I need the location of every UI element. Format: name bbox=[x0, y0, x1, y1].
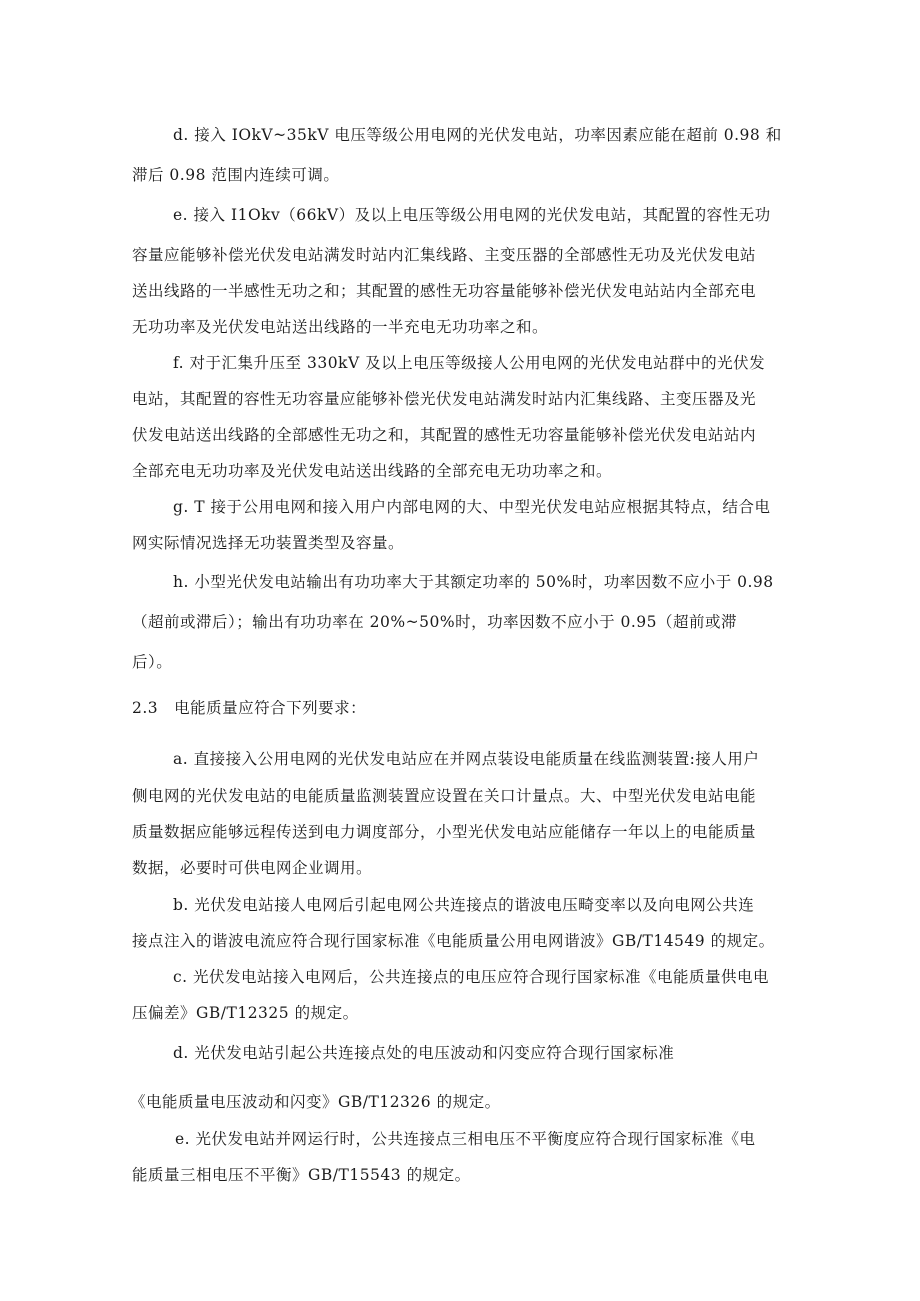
text-line: 送出线路的一半感性无功之和；其配置的感性无功容量能够补偿光伏发电站站内全部充电 bbox=[132, 282, 757, 300]
text-line: （超前或滞后）；输出有功功率在 20%~50%时，功率因数不应小于 0.95（超前或滞 bbox=[132, 613, 738, 631]
text-line: d. 光伏发电站引起公共连接点处的电压波动和闪变应符合现行国家标准 bbox=[173, 1044, 675, 1062]
text-line: 滞后 0.98 范围内连续可调。 bbox=[132, 166, 340, 184]
text-line: 《电能质量电压波动和闪变》GB/T12326 的规定。 bbox=[130, 1093, 501, 1111]
text-line: 能质量三相电压不平衡》GB/T15543 的规定。 bbox=[132, 1166, 471, 1184]
text-line: 网实际情况选择无功装置类型及容量。 bbox=[132, 534, 405, 552]
text-line: 质量数据应能够远程传送到电力调度部分，小型光伏发电站应能储存一年以上的电能质量 bbox=[132, 823, 757, 841]
text-line: 后）。 bbox=[132, 653, 173, 671]
text-line: 伏发电站送出线路的全部感性无功之和，其配置的感性无功容量能够补偿光伏发电站站内 bbox=[132, 426, 757, 444]
text-line: 数据，必要时可供电网企业调用。 bbox=[132, 859, 373, 877]
text-line: f. 对于汇集升压至 330kV 及以上电压等级接人公用电网的光伏发电站群中的光伏发 bbox=[173, 354, 766, 372]
text-line: 侧电网的光伏发电站的电能质量监测装置应设置在关口计量点。大、中型光伏发电站电能 bbox=[132, 787, 757, 805]
text-line: g. T 接于公用电网和接入用户内部电网的大、中型光伏发电站应根据其特点，结合电 bbox=[173, 498, 771, 516]
text-line: e. 接入 I1Okv（66kV）及以上电压等级公用电网的光伏发电站，其配置的容性无功 bbox=[173, 206, 771, 224]
text-line: 接点注入的谐波电流应符合现行国家标准《电能质量公用电网谐波》GB/T14549 的规定。 bbox=[132, 932, 775, 950]
section-heading: 2.3 电能质量应符合下列要求： bbox=[132, 699, 367, 717]
text-line: h. 小型光伏发电站输出有功功率大于其额定功率的 50%时，功率因数不应小于 0.98 bbox=[173, 573, 774, 591]
text-line: 全部充电无功功率及光伏发电站送出线路的全部充电无功功率之和。 bbox=[132, 462, 613, 480]
text-line: 电站，其配置的容性无功容量应能够补偿光伏发电站满发时站内汇集线路、主变压器及光 bbox=[132, 390, 757, 408]
text-line: 容量应能够补偿光伏发电站满发时站内汇集线路、主变压器的全部感性无功及光伏发电站 bbox=[132, 246, 757, 264]
text-line: b. 光伏发电站接人电网后引起电网公共连接点的谐波电压畸变率以及向电网公共连 bbox=[173, 896, 755, 914]
text-line: 压偏差》GB/T12325 的规定。 bbox=[132, 1004, 359, 1022]
text-line: e. 光伏发电站并网运行时，公共连接点三相电压不平衡度应符合现行国家标准《电 bbox=[175, 1130, 756, 1148]
text-line: d. 接入 IOkV~35kV 电压等级公用电网的光伏发电站，功率因素应能在超前 0.98 和 bbox=[173, 126, 782, 144]
text-line: c. 光伏发电站接入电网后，公共连接点的电压应符合现行国家标准《电能质量供电电 bbox=[173, 968, 770, 986]
text-line: 无功功率及光伏发电站送出线路的一半充电无功功率之和。 bbox=[132, 318, 549, 336]
text-line: a. 直接接入公用电网的光伏发电站应在并网点装设电能质量在线监测装置:接人用户 bbox=[173, 750, 760, 768]
